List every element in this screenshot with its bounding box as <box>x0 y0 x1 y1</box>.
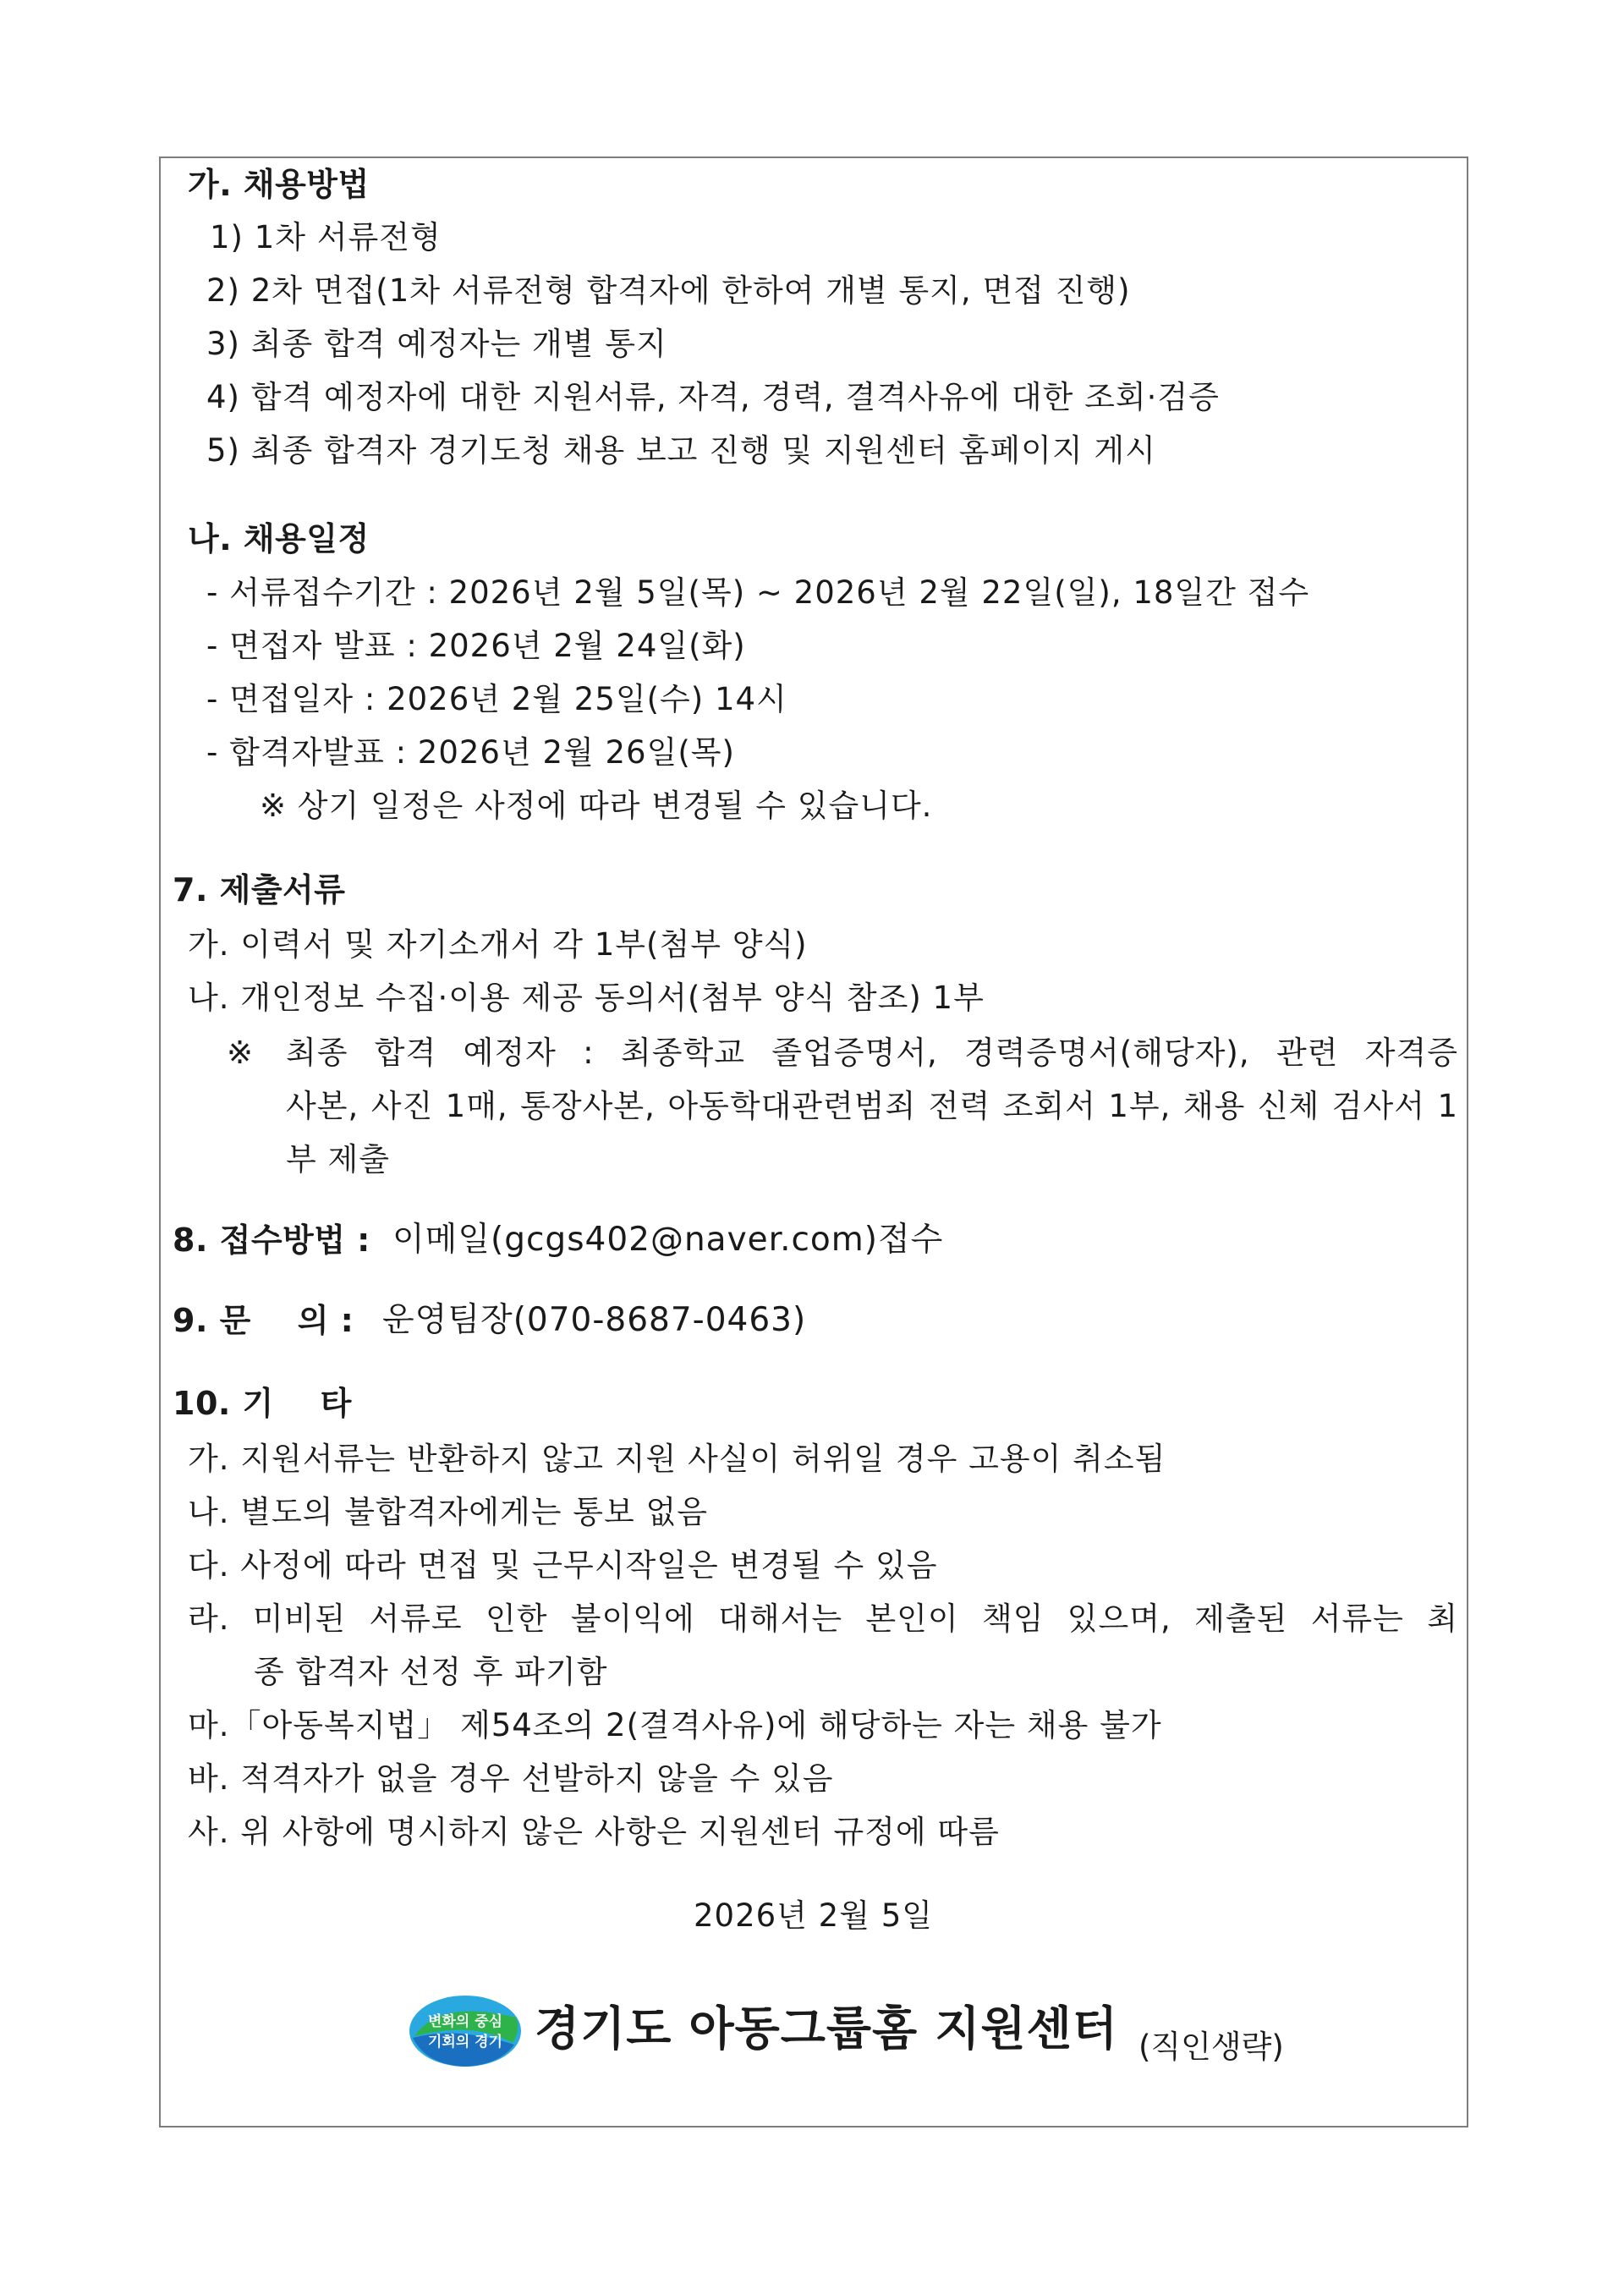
schedule-item: - 합격자발표 : 2026년 2월 26일(목) <box>206 734 735 771</box>
documents-note-line: 부 제출 <box>286 1141 390 1178</box>
documents-note-line: 사본, 사진 1매, 통장사본, 아동학대관련범죄 전력 조회서 1부, 채용 신체 검사서 1 <box>286 1088 1458 1124</box>
other-item-continued: 종 합격자 선정 후 파기함 <box>254 1654 608 1690</box>
documents-item: 가. 이력서 및 자기소개서 각 1부(첨부 양식) <box>188 926 808 963</box>
other-heading: 10. 기 타 <box>173 1385 352 1422</box>
hiring-method-heading: 가. 채용방법 <box>188 166 370 203</box>
other-item: 나. 별도의 불합격자에게는 통보 없음 <box>188 1494 708 1530</box>
hiring-method-item: 2) 2차 면접(1차 서류전형 합격자에 한하여 개별 통지, 면접 진행) <box>206 272 1131 309</box>
svg-text:기회의 경기: 기회의 경기 <box>427 2034 503 2051</box>
documents-note-mark: ※ <box>227 1035 255 1071</box>
other-item: 사. 위 사항에 명시하지 않은 사항은 지원센터 규정에 따름 <box>188 1814 1000 1850</box>
hiring-method-item: 4) 합격 예정자에 대한 지원서류, 자격, 경력, 결격사유에 대한 조회·검증 <box>206 379 1220 415</box>
hiring-method-item: 3) 최종 합격 예정자는 개별 통지 <box>206 326 667 362</box>
schedule-note: ※ 상기 일정은 사정에 따라 변경될 수 있습니다. <box>260 788 933 824</box>
organization-name: 경기도 아동그룹홈 지원센터 <box>535 2001 1118 2056</box>
gyeonggi-logo-icon <box>406 1992 524 2070</box>
hiring-method-item: 5) 최종 합격자 경기도청 채용 보고 진행 및 지원센터 홈페이지 게시 <box>206 432 1156 469</box>
seal-omitted-note: (직인생략) <box>1138 2029 1284 2065</box>
other-item: 가. 지원서류는 반환하지 않고 지원 사실이 허위일 경우 고용이 취소됨 <box>188 1441 1166 1477</box>
schedule-item: - 면접자 발표 : 2026년 2월 24일(화) <box>206 628 746 664</box>
documents-heading: 7. 제출서류 <box>173 871 346 909</box>
inquiry-heading: 9. 문 의 : <box>173 1302 354 1339</box>
other-item: 다. 사정에 따라 면접 및 근무시작일은 변경될 수 있음 <box>188 1547 938 1584</box>
submission-heading: 8. 접수방법 : <box>173 1222 370 1259</box>
schedule-item: - 서류접수기간 : 2026년 2월 5일(목) ~ 2026년 2월 22일(일), 18일간 접수 <box>206 574 1310 611</box>
other-item: 바. 적격자가 없을 경우 선발하지 않을 수 있음 <box>188 1760 834 1797</box>
documents-item: 나. 개인정보 수집·이용 제공 동의서(첨부 양식 참조) 1부 <box>188 980 985 1016</box>
submission-value: 이메일(gcgs402@naver.com)접수 <box>392 1221 944 1259</box>
schedule-item: - 면접일자 : 2026년 2월 25일(수) 14시 <box>206 681 787 717</box>
inquiry-value: 운영팀장(070-8687-0463) <box>382 1301 807 1339</box>
other-item: 마.「아동복지법」 제54조의 2(결격사유)에 해당하는 자는 채용 불가 <box>188 1707 1162 1743</box>
hiring-method-item: 1) 1차 서류전형 <box>210 219 442 255</box>
svg-text:변화의 중심: 변화의 중심 <box>427 2013 503 2030</box>
other-item: 라. 미비된 서류로 인한 불이익에 대해서는 본인이 책임 있으며, 제출된 서류는 최 <box>188 1600 1458 1637</box>
documents-note-line: 최종 합격 예정자 : 최종학교 졸업증명서, 경력증명서(해당자), 관련 자격증 <box>286 1035 1458 1071</box>
document-date: 2026년 2월 5일 <box>694 1897 933 1934</box>
schedule-heading: 나. 채용일정 <box>188 520 370 557</box>
